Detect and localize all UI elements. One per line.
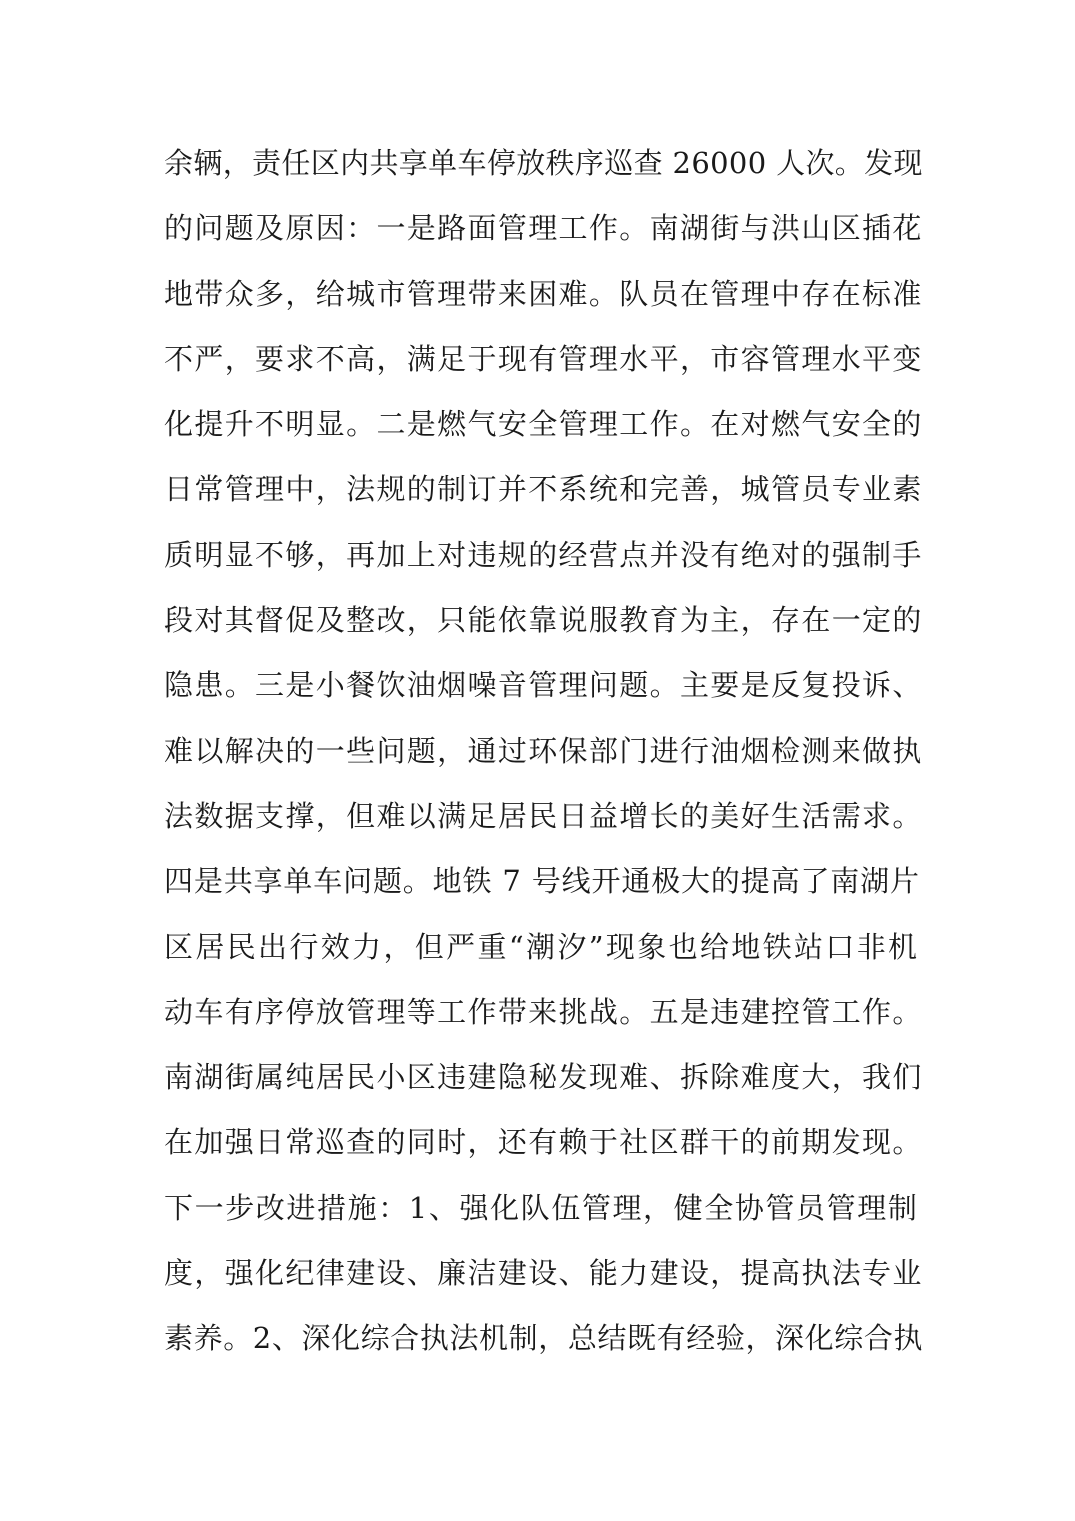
text-line: 日常管理中，法规的制订并不系统和完善，城管员专业素 <box>164 472 923 507</box>
text-line: 难以解决的一些问题，通过环保部门进行油烟检测来做执 <box>164 733 923 768</box>
text-line: 南湖街属纯居民小区违建隐秘发现难、拆除难度大，我们 <box>164 1060 923 1095</box>
text-line: 的问题及原因：一是路面管理工作。南湖街与洪山区插花 <box>164 211 923 246</box>
text-line: 四是共享单车问题。地铁 7 号线开通极大的提高了南湖片 <box>164 864 920 899</box>
text-line: 化提升不明显。二是燃气安全管理工作。在对燃气安全的 <box>164 407 923 442</box>
text-line: 区居民出行效力，但严重“潮汐”现象也给地铁站口非机 <box>164 929 920 964</box>
text-line: 段对其督促及整改，只能依靠说服教育为主，存在一定的 <box>164 603 923 638</box>
text-line: 余辆，责任区内共享单车停放秩序巡查 26000 人次。发现 <box>164 146 923 180</box>
body-text <box>164 140 924 1381</box>
text-line: 动车有序停放管理等工作带来挑战。五是违建控管工作。 <box>164 994 923 1029</box>
text-line: 下一步改进措施：1、强化队伍管理，健全协管员管理制 <box>164 1190 919 1225</box>
text-line: 隐患。三是小餐饮油烟噪音管理问题。主要是反复投诉、 <box>164 668 923 703</box>
text-line: 地带众多，给城市管理带来困难。队员在管理中存在标准 <box>164 276 923 311</box>
text-line: 在加强日常巡查的同时，还有赖于社区群干的前期发现。 <box>164 1125 923 1160</box>
text-line: 度，强化纪律建设、廉洁建设、能力建设，提高执法专业 <box>164 1256 923 1291</box>
text-line: 法数据支撑，但难以满足居民日益增长的美好生活需求。 <box>164 798 923 833</box>
text-line: 素养。2、深化综合执法机制，总结既有经验，深化综合执 <box>164 1321 924 1356</box>
text-line: 质明显不够，再加上对违规的经营点并没有绝对的强制手 <box>164 537 923 572</box>
text-line: 不严，要求不高，满足于现有管理水平，市容管理水平变 <box>164 341 923 376</box>
